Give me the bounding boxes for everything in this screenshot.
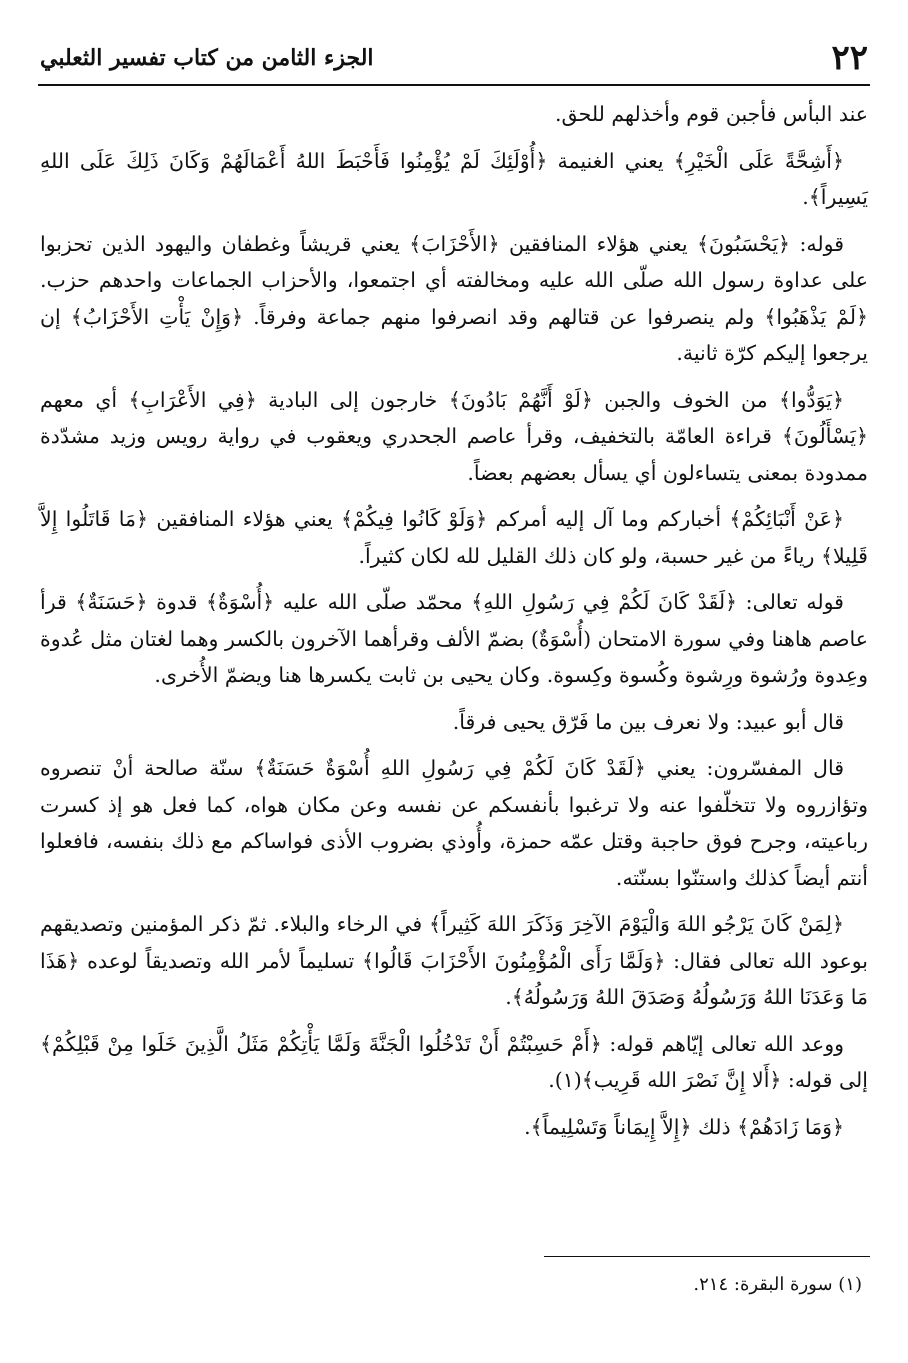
paragraph: ﴿عَنْ أَنْبَائِكُمْ﴾ أخباركم وما آل إليه أمركم ﴿وَلَوْ كَانُوا فِيكُمْ﴾ يعني هؤلاء المنافقين ﴿مَا قَاتَلُوا إِلاَّ قَلِيلا﴾ رياءً من غير حسبة، ولو كان ذلك القليل لله لكان كثيراً. (40, 507, 868, 568)
page-header (40, 34, 868, 82)
page-body (40, 96, 868, 1155)
header-divider (38, 84, 870, 86)
paragraph: قوله: ﴿يَحْسَبُونَ﴾ يعني هؤلاء المنافقين ﴿الأَحْزَابَ﴾ يعني قريشاً وغطفان واليهود الذين تحزبوا على عداوة رسول الله صلّى الله عليه ومخالفته أي اجتمعوا، والأحزاب الجماعات واحدهم حزب. ﴿لَمْ يَذْهَبُوا﴾ ولم ينصرفوا عن قتالهم وقد انصرفوا منهم جماعة وفرقاً. ﴿وَإِنْ يَأْتِ الأَحْزَابُ﴾ إن يرجعوا إليكم كرّة ثانية. (40, 231, 868, 365)
paragraph: ﴿وَمَا زَادَهُمْ﴾ ذلك ﴿إِلاَّ إِيمَاناً وَتَسْلِيماً﴾. (524, 1114, 844, 1139)
paragraph: عند البأس فأجبن قوم وأخذلهم للحق. (555, 102, 868, 126)
paragraph: ﴿أَشِحَّةً عَلَى الْخَيْرِ﴾ يعني الغنيمة ﴿أُوْلَئِكَ لَمْ يُؤْمِنُوا فَأَحْبَطَ اللهُ أَعْمَالَهُمْ وَكَانَ ذَلِكَ عَلَى اللهِ يَسِيراً﴾. (40, 148, 868, 209)
paragraph: ﴿لِمَنْ كَانَ يَرْجُو اللهَ وَالْيَوْمَ الآخِرَ وَذَكَرَ اللهَ كَثِيراً﴾ في الرخاء والبلاء. ثمّ ذكر المؤمنين وتصديقهم بوعود الله تعالى فقال: ﴿وَلَمَّا رَأَى الْمُؤْمِنُونَ الأَحْزَابَ قَالُوا﴾ تسليماً لأمر الله وتصديقاً لوعده ﴿هَذَا مَا وَعَدَنَا اللهُ وَرَسُولُهُ وَصَدَقَ اللهُ وَرَسُولُهُ﴾. (40, 912, 868, 1009)
paragraph: قال أبو عبيد: ولا نعرف بين ما فَرّق يحيى فرقاً. (452, 709, 844, 734)
paragraph: قال المفسّرون: يعني ﴿لَقَدْ كَانَ لَكُمْ فِي رَسُولِ اللهِ أُسْوَةٌ حَسَنَةٌ﴾ سنّة صالحة أنْ تنصروه وتؤازروه ولا تتخلّفوا عنه ولا ترغبوا بأنفسكم عن نفسه وعن مكان هواه، كما فعل هو إذ كسرت رباعيته، وجرح فوق حاجبة وقتل عمّه حمزة، وأُوذي بضروب الأذى فواساكم مع ذلك بنفسه، فافعلوا أنتم أيضاً كذلك واستنّوا بسنّته. (40, 756, 868, 890)
paragraph: قوله تعالى: ﴿لَقَدْ كَانَ لَكُمْ فِي رَسُولِ اللهِ﴾ محمّد صلّى الله عليه ﴿أُسْوَةٌ﴾ قدوة ﴿حَسَنَةٌ﴾ قرأ عاصم هاهنا وفي سورة الامتحان (أُسْوَةٌ) بضمّ الألف وقرأهما الآخرون بالكسر وهما لغتان مثل عُدوة وعِدوة ورُشوة ورِشوة وكُسوة وكِسوة. وكان يحيى بن ثابت يكسرها هنا ويضمّ الأُخرى. (40, 590, 868, 687)
running-title: الجزء الثامن من كتاب تفسير الثعلبي (40, 45, 374, 71)
footnotes (40, 1270, 868, 1300)
paragraph: ووعد الله تعالى إيّاهم قوله: ﴿أَمْ حَسِبْتُمْ أَنْ تَدْخُلُوا الْجَنَّةَ وَلَمَّا يَأْتِكُمْ مَثَلُ الَّذِينَ خَلَوا مِنْ قَبْلِكُمْ﴾ إلى قوله: ﴿أَلا إِنَّ نَصْرَ الله قَرِيب﴾(١). (40, 1031, 868, 1092)
footnote: (١) سورة البقرة: ٢١٤. (693, 1274, 862, 1295)
page-number: ٢٢ (831, 38, 868, 78)
paragraph: ﴿يَوَدُّوا﴾ من الخوف والجبن ﴿لَوْ أَنَّهُمْ بَادُونَ﴾ خارجون إلى البادية ﴿فِي الأَعْرَابِ﴾ أي معهم ﴿يَسْأَلُونَ﴾ قراءة العامّة بالتخفيف، وقرأ عاصم الجحدري ويعقوب في رواية رويس وزيد مشدّدة ممدودة بمعنى يتساءلون أي يسأل بعضهم بعضاً. (40, 387, 868, 485)
footnote-divider (544, 1256, 870, 1257)
